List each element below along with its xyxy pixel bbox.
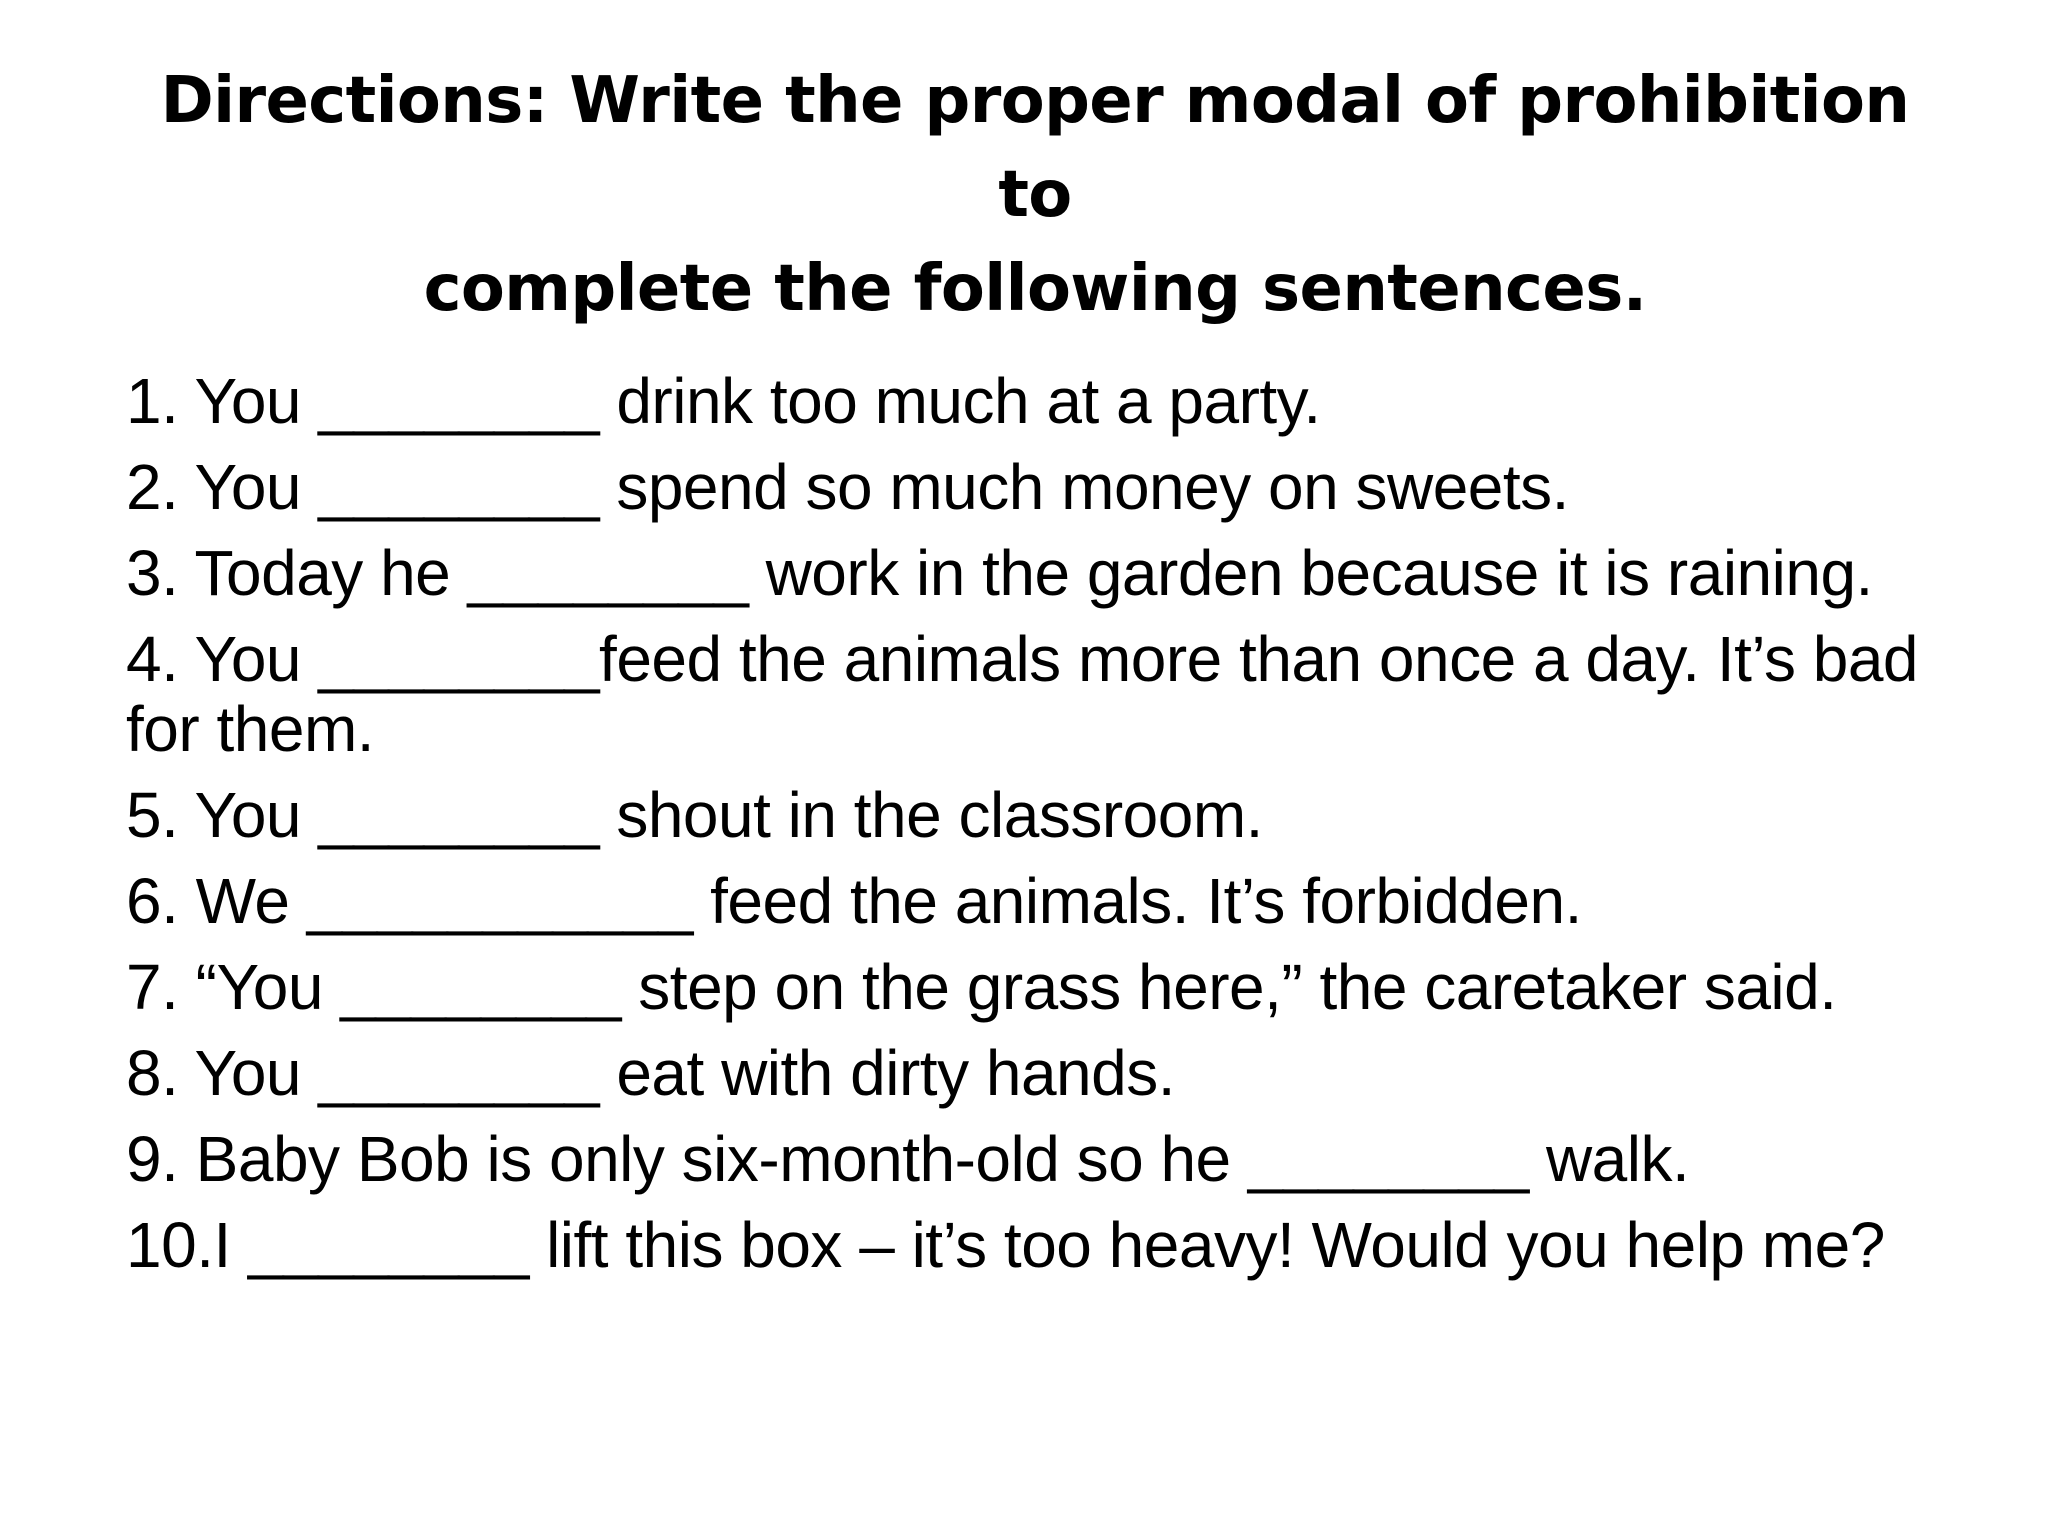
sentence-item-10: 10.I ________ lift this box – it’s too heavy! Would you help me?	[126, 1209, 1885, 1281]
sentence-item-2: 2. You ________ spend so much money on sweets.	[126, 451, 1569, 523]
directions-title-line-2: complete the following sentences.	[423, 252, 1647, 326]
sentence-item-3: 3. Today he ________ work in the garden because it is raining.	[126, 537, 1873, 609]
sentence-list	[126, 366, 1946, 1296]
sentence-item-5: 5. You ________ shout in the classroom.	[126, 779, 1263, 851]
directions-title-line-1: Directions: Write the proper modal of prohibition to	[160, 64, 1910, 232]
sentence-item-9: 9. Baby Bob is only six-month-old so he ________ walk.	[126, 1123, 1690, 1195]
sentence-item-6: 6. We ___________ feed the animals. It’s forbidden.	[126, 865, 1582, 937]
directions-title	[120, 54, 1950, 336]
sentence-item-4: 4. You ________feed the animals more than once a day. It’s bad for them.	[126, 623, 1918, 765]
sentence-item-1: 1. You ________ drink too much at a party.	[126, 365, 1321, 437]
sentence-item-7: 7. “You ________ step on the grass here,” the caretaker said.	[126, 951, 1837, 1023]
sentence-item-8: 8. You ________ eat with dirty hands.	[126, 1037, 1175, 1109]
